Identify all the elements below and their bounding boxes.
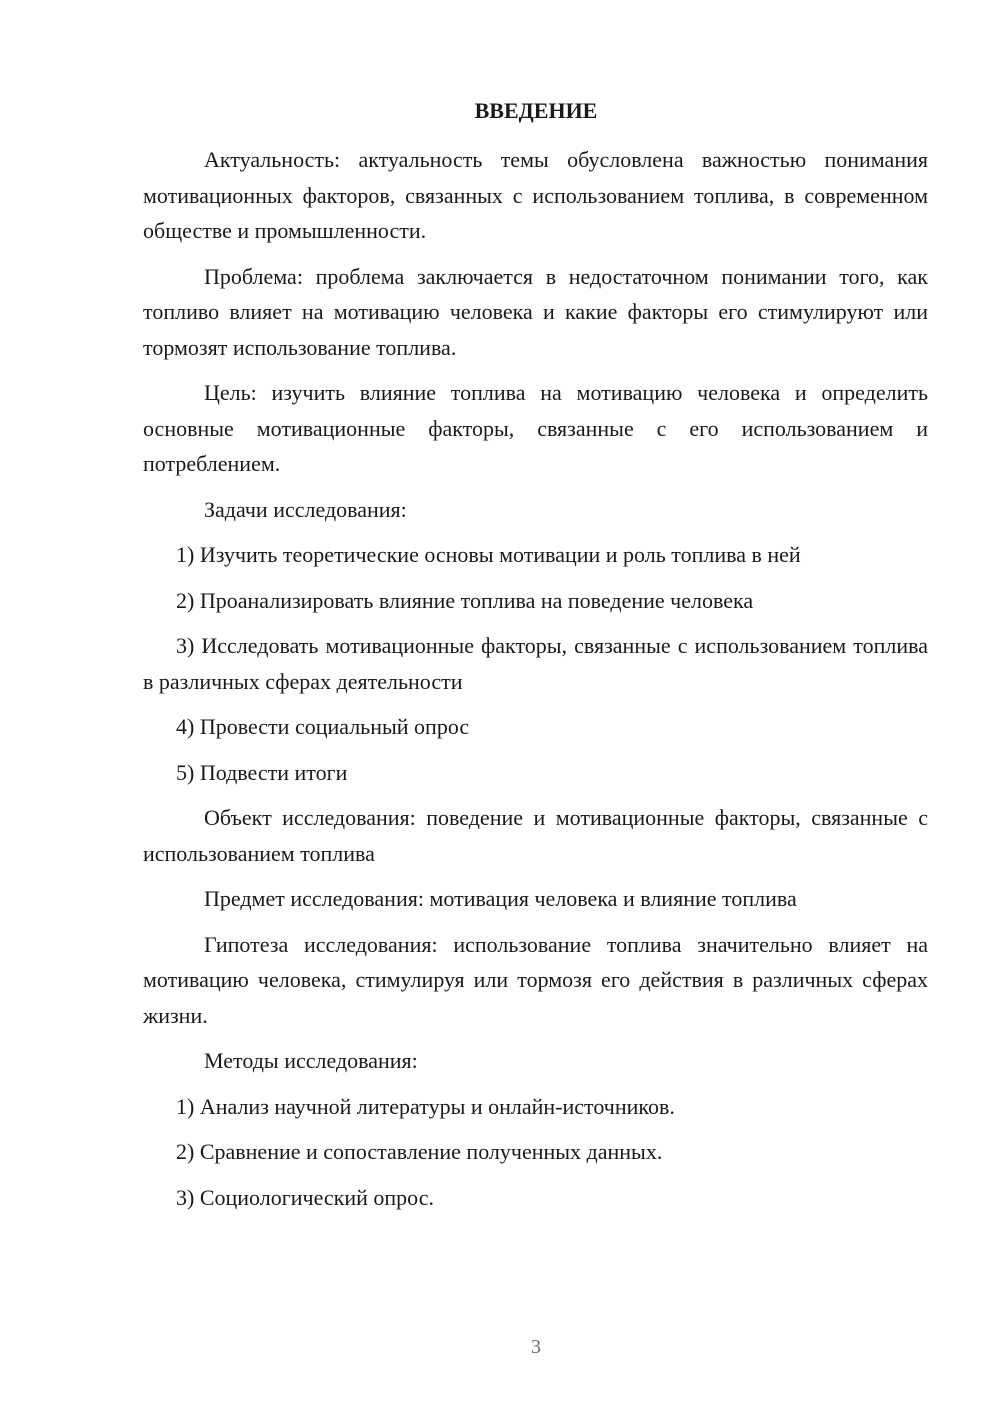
subject-paragraph: Предмет исследования: мотивация человека и влияние топлива — [204, 886, 797, 911]
method-item: 2) Сравнение и сопоставление полученных данных. — [176, 1139, 663, 1164]
goal-paragraph: Цель: изучить влияние топлива на мотивацию человека и определить основные мотивационные факторы, связанные с его использованием и потреблением. — [143, 380, 928, 476]
task-item: 3) Исследовать мотивационные факторы, связанные с использованием топлива в различных сферах деятельности — [143, 633, 928, 694]
document-body — [143, 142, 928, 1225]
methods-heading: Методы исследования: — [204, 1048, 418, 1073]
task-item: 4) Провести социальный опрос — [176, 714, 470, 739]
method-item: 3) Социологический опрос. — [176, 1184, 434, 1210]
task-item: 5) Подвести итоги — [176, 759, 348, 785]
task-item: 1) Изучить теоретические основы мотивации и роль топлива в ней — [176, 542, 801, 567]
object-paragraph: Объект исследования: поведение и мотивационные факторы, связанные с использованием топлива — [143, 805, 928, 866]
method-item: 1) Анализ научной литературы и онлайн-источников. — [176, 1093, 675, 1119]
page-title: ВВЕДЕНИЕ — [474, 98, 598, 123]
task-item: 2) Проанализировать влияние топлива на поведение человека — [176, 587, 754, 613]
problem-paragraph: Проблема: проблема заключается в недостаточном понимании того, как топливо влияет на мотивацию человека и какие факторы его стимулируют или тормозят использование топлива. — [143, 263, 928, 360]
tasks-heading: Задачи исследования: — [204, 496, 407, 522]
page-number: 3 — [531, 1336, 541, 1358]
relevance-paragraph: Актуальность: актуальность темы обусловлена важностью понимания мотивационных факторов, связанных с использованием топлива, в современном обществе и промышленности. — [143, 147, 928, 243]
hypothesis-paragraph: Гипотеза исследования: использование топлива значительно влияет на мотивацию человека, стимулируя или тормозя его действия в различных сферах жизни. — [143, 931, 928, 1028]
